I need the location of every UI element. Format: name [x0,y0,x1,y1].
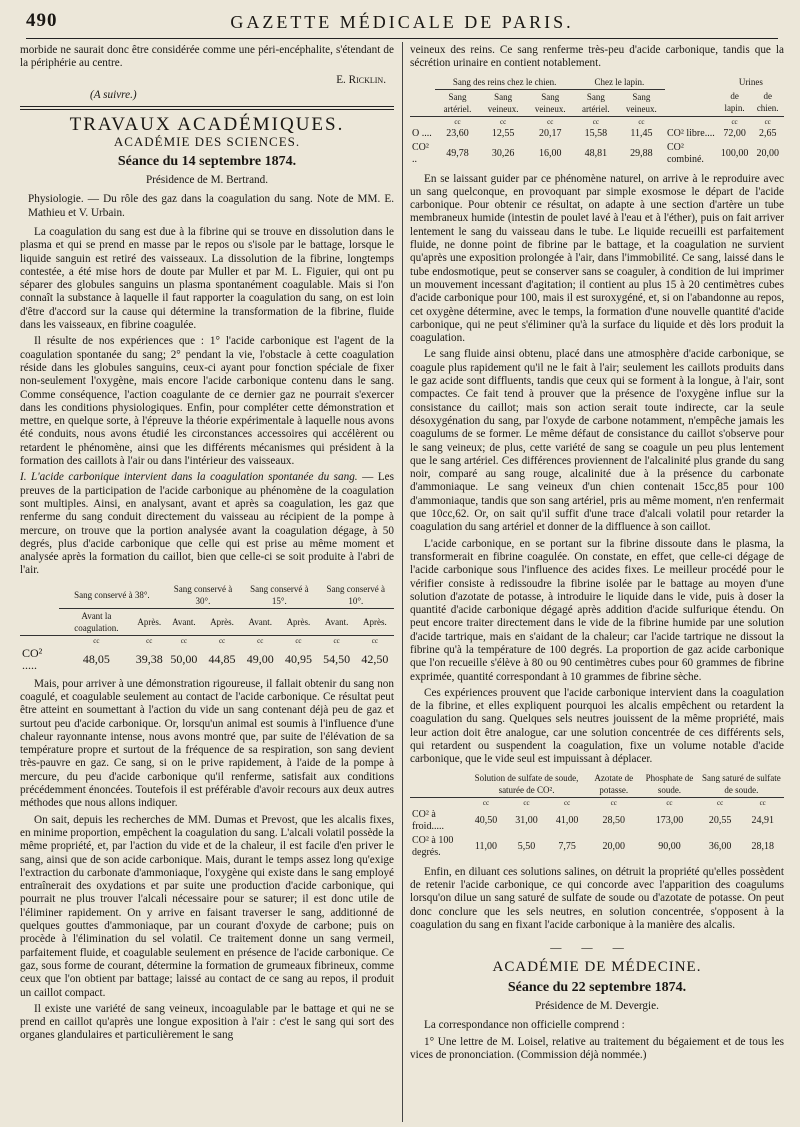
unit-cell: cc [454,117,461,126]
session-heading: Séance du 22 septembre 1874. [507,979,687,995]
row-label: CO² à 100 degrés. [412,834,454,858]
table-subheader: Après. [137,616,162,627]
gas-table-3 [410,771,784,860]
unit-cell: cc [500,117,507,126]
unit-cell: cc [333,636,340,645]
unit-cell: cc [638,117,645,126]
table-cell: 30,26 [491,147,515,159]
table-subheader: de chien. [756,91,779,114]
unit-cell: cc [93,636,100,645]
unit-cell: cc [295,636,302,645]
paragraph: En se laissant guider par ce phénomène naturel, on arrive à le reproduire avec un sang quelconque, en provoquant par simple exosmose le départ de l'acide carbonique. Pour obtenir ce résultat, on adapte à une section d'artère un tube membraneux humide (intestin de poulet lavé à l'eau et à l'éther), puis on fait arriver lentement le sang du vaisseau dans le tube. Le liquide recueilli est parfaitement fluide, ne donne point de fibrine par le battage, et la coagulation ne survient qu'après une exposition prolongée à l'air, dans l'immobilité. Ce sang, laissé dans le tube endosmotique, peut se conserver sans se coaguler, à condition de lui imprimer un mouvement incessant d'agitation; il contient au plus 15 à 20 centimètres cubes d'acide carbonique pour 100, mais il est suroxygéné, et, si on l'abandonne au repos, cet oxygène détermine, avec le temps, la formation d'une nouvelle quantité d'acide carbonique, qui ne peut s'éliminer qu'à la surface du liquide et dès lors produit la coagulation. [410,172,784,345]
table-subheader: Avant. [172,616,196,627]
table-cell: 28,50 [602,814,625,826]
paragraph: veineux des reins. Ce sang renferme très-peu d'acide carbonique, tandis que la sécrétion urinaire en contient notablement. [410,44,784,70]
table-cell: 42,50 [361,651,389,666]
table-cell: 20,00 [602,840,625,852]
table-cell: 72,00 [723,127,746,139]
table-cell: 23,60 [446,127,469,139]
paragraph: Il résulte de nos expériences que : 1° l'acide carbonique est l'agent de la coagulation spontanée du sang; 2° pendant la vie, l'obstacle à cette coagulation réside dans les globules sanguins, ceux-ci ayant pour fonction spéciale de fixer non-seulement l'oxygène, mais encore l'acide carbonique contenu dans le sang. Comme conséquence, l'action coagulante de ce dernier gaz ne pourrait s'exercer dans les conditions physiologiques. Enfin, pour compléter cette démonstration et mettre, en quelque sorte, à l'épreuve la théorie expérimentale à laquelle nous avons été conduits, nous avons étudié les circonstances accessoires qui accélèrent ou retardent le phénomène, ainsi que les différents mécanismes qui président à la formation des caillots à l'air ou dans l'intérieur des vaisseaux. [20,335,394,468]
row-label: CO² ..... [22,645,43,672]
academy-heading: ACADÉMIE DES SCIENCES. [113,134,301,150]
table-cell: 20,55 [708,814,732,826]
author-signature: E. Ricklin. [336,73,386,86]
intro-paragraph: morbide ne saurait donc être considérée comme une péri-encéphalite, s'étendant de la périphérie au centre. [20,44,394,70]
academy-heading: ACADÉMIE DE MÉDECINE. [492,959,702,976]
table-subheader: Sang veineux. [626,91,657,114]
table-group-header: Azotate de potasse. [594,772,634,795]
unit-cell: cc [257,636,264,645]
table-group-header: Solution de sulfate de soude, saturée de CO². [466,771,588,798]
paragraph: Il existe une variété de sang veineux, incoagulable par le battage et qui ne se prend en caillot qu'après une longue exposition à l'air : c'est le sang qui sort des organes glandulaires et particulièrement le sang [20,1002,394,1042]
table-subheader: Après. [210,616,234,627]
table-cell: 12,55 [491,127,515,139]
table-cell: 173,00 [655,814,684,826]
table-cell: 44,85 [208,651,236,666]
paragraph [20,471,394,577]
table-cell: 16,00 [538,147,562,159]
gas-label: CO² libre.... [666,127,715,139]
table-cell: 48,81 [584,147,608,159]
page-header [26,10,778,40]
unit-cell: cc [482,798,490,807]
section-double-rule [20,106,394,110]
table-group-header: Sang conservé à 15°. [241,582,317,609]
gas-table-2 [410,75,784,167]
table-cell: 50,00 [170,651,198,666]
table-group-header: Chez le lapin. [574,75,665,90]
unit-cell: cc [610,798,617,807]
to-be-continued: (A suivre.) [90,88,137,101]
paragraph: La coagulation du sang est due à la fibrine qui se trouve en dissolution dans le plasma et qui se prend en masse par le repos ou s'isole par le battage, lorsque le liquide sanguin est retiré des vaisseaux. La dissolution de la fibrine, longtemps contestée, a été mise hors de doute par Muller et par M. L. Figuier, qui ont pu séparer des globules sanguins un plasma spontanément coagulable. Mais si l'on connaît la substance à laquelle il faut rapporter la coagulation du sang, on est loin d'être d'accord sur la cause qui détermine la transformation de la fibrine, fluide dans les vaisseaux, en fibrine coagulée. [20,225,394,332]
left-column [20,44,394,1114]
unit-cell: cc [716,798,724,807]
table-subheader: Avant. [248,616,273,627]
table-group-header: Sang conservé à 30°. [165,582,241,609]
table-group-header: Sang conservé à 38°. [59,582,165,609]
table-group-header: Sang conservé à 10°. [318,582,394,609]
table-cell: 20,17 [538,127,562,139]
table-cell: 20,00 [756,147,779,159]
unit-cell: cc [764,117,771,126]
unit-cell: cc [218,636,226,645]
table-cell: 54,50 [323,651,351,666]
journal-title: GAZETTE MÉDICALE DE PARIS. [230,12,574,32]
table-cell: 31,00 [515,814,538,826]
row-label: CO² à froid..... [412,808,444,832]
rubric-heading: TRAVAUX ACADÉMIQUES. [69,114,345,136]
table-subheader: Avant. [324,616,349,627]
table-group-header: Urines [738,76,763,87]
table-subheader: Sang artériel. [581,91,610,114]
section-title: Physiologie. — Du rôle des gaz dans la coagulation du sang. Note de MM. E. Mathieu et V. Urbain. [28,193,394,219]
paragraph-text: — Les preuves de la participation de l'acide carbonique au phénomène de la coagulation sont multiples. Ainsi, en analysant, avant et après sa coagulation, les gaz que renferme du sang conduit directement du vaisseau au récipient de la pompe à mercure, on trouve que la portion analysée avant la coagulation dégage, à 50 degrés, plus d'acide carbonique que celle qui est prise au même moment et analysée après la formation du caillot, bien que celle-ci se soit produite à l'abri de l'air. [20,471,394,577]
table-subheader: Après. [362,616,387,627]
table-cell: 48,05 [82,651,110,666]
paragraph: Ces expériences prouvent que l'acide carbonique intervient dans la coagulation de la fibrine, et elles expliquent pourquoi les alcalis empêchent ou retardent la coagulation du sang. Quelques sels neutres jouissent de la même propriété, mais leur action doit être analogue, car une solution concentrée de ces différents sels, qui retardent ou suspendent la coagulation, fixe un volume notable d'acide carbonique, que le vide seul est impuissant à déplacer. [410,686,784,766]
paragraph: L'acide carbonique, en se portant sur la fibrine dissoute dans le plasma, la transformerait en fibrine coagulée. On constate, en effet, que celle-ci dégage de l'acide carbonique sous l'influence des acides fixes. Le meilleur procédé pour le vérifier consiste à redissoudre la fibrine isolée par le battage au moyen d'une solution d'azotate de potasse, à introduire le liquide dans le vide, puis à doser la quantité d'acide carbonique dégagé après addition d'acide sulfurique étendu. On peut encore traiter directement dans le vide de la fibrine humide par une solution d'acide tartrique, mais en s'aidant de la chaleur; car l'acide tartrique ne dissout la fibrine qu'à la température de 100 degrés. La proportion de gaz acide carbonique que l'on recueille s'élève à 80 ou 90 centimètres cubes pour 60 grammes de fibrine exprimée, quantité correspondant à 10 grammes de fibrine sèche. [410,537,784,683]
paragraph: 1° Une lettre de M. Loisel, relative au traitement du bégaiement et de tous les vices de prononciation. (Commission déjà nommée.) [410,1035,784,1061]
paragraph: Mais, pour arriver à une démonstration rigoureuse, il fallait obtenir du sang non coagulé, et coagulable seulement au contact de l'acide carbonique. Ce résultat peut être atteint en soumettant à l'action du vide un sang contenant déjà peu de gaz et surtout peu d'acide carbonique. Or, lorsqu'un animal est soumis à l'influence d'une chaleur rayonnante intense, nous avons montré que, par suite de l'élévation de sa température propre et surtout de la fréquence de sa respiration, son sang devient très-pauvre en gaz. Ce sang, si on le prive rapidement, à l'aide de la pompe à mercure, du peu d'acide carbonique qu'il renferme, satisfait aux conditions précédemment énoncées. Toutefois il est préférable d'avoir recours aux deux autres méthodes que nous allons indiquer. [20,677,394,810]
unit-cell: cc [180,636,187,645]
italic-lead: I. L'acide carbonique intervient dans la coagulation spontanée du sang. [20,471,358,484]
unit-cell: cc [666,798,673,807]
right-column [410,44,784,1114]
table-cell: 36,00 [708,840,732,852]
table-cell: 40,95 [284,651,312,666]
row-label: CO² .. [412,141,429,165]
paragraph: On sait, depuis les recherches de MM. Dumas et Prevost, que les alcalis fixes, en minime proportion, empêchent la coagulation du sang. L'alcali volatil possède la même propriété, et, par l'action du vide et de la chaleur, il est facile d'en priver le sang, ainsi que de son acide carbonique. Mais, durant le temps assez long qu'exige l'extraction du carbonate d'ammoniaque, l'oxygène qui existe dans le sang employé entraînerait des oxydations et par suite une production d'acide carbonique, qui pourrait ne plus trouver l'alcali nécessaire pour se saturer; il est donc utile de l'éliminer rapidement. On y arrive en faisant traverser le sang, additionné de quelques gouttes d'ammoniaque, par un courant d'oxyde de carbone; puis on procède à l'élimination du sel volatil. Ce traitement donne un sang vermeil, parfaitement fluide, et coagulable seulement en présence de l'acide carbonique. Ce gaz, sous forme de courant, détermine la formation de grumeaux fibrineux, comme ceux que l'on obtient par battage; laissé au contact de ce sang au repos, il produit un caillot compact. [20,813,394,999]
table-cell: 100,00 [720,147,749,159]
table-cell: 15,58 [584,127,608,139]
table-cell: 7,75 [558,840,576,852]
table-group-header: Phosphate de soude. [645,772,694,795]
gas-label: CO² combiné. [666,141,704,165]
table-cell: 28,18 [751,840,774,852]
header-rule [26,38,778,39]
unit-cell: cc [547,117,554,126]
table-cell: 41,00 [555,814,579,826]
table-subheader: de lapin. [724,91,745,114]
table-cell: 49,78 [446,147,469,159]
table-cell: 40,50 [474,814,498,826]
unit-cell: cc [563,798,571,807]
gas-table-1 [20,582,394,672]
presidence-line: Présidence de M. Devergie. [535,1000,659,1013]
table-cell: 49,00 [246,651,274,666]
unit-cell: cc [592,117,599,126]
unit-cell: cc [759,798,766,807]
table-subheader: Sang veineux. [534,91,566,114]
page-number: 490 [26,10,58,31]
table-group-header: Sang saturé de sulfate de soude. [699,771,784,798]
row-label: O .... [412,127,432,139]
table-cell: 11,45 [630,127,653,139]
unit-cell: cc [146,636,153,645]
session-heading: Séance du 14 septembre 1874. [117,153,297,169]
column-separator [402,42,403,1122]
presidence-line: Présidence de M. Bertrand. [145,174,269,187]
unit-cell: cc [731,117,738,126]
paragraph: Le sang fluide ainsi obtenu, placé dans une atmosphère d'acide carbonique, se coagule plus rapidement qu'il ne le fait à l'air; seulement les caillots produits dans le gaz acide sont diffluents, tandis que ceux qui se forment à la longue, à l'air, sont compactes. Ce fait tend à prouver que la présence de l'oxygène influe sur la consistance du caillot; mais son action serait toute indirecte, car la seule désoxygénation du sang, par l'oxyde de carbone notamment, n'empêche jamais les coagulums de se former. Le même défaut de consistance du caillot s'observe pour le sang veineux; de plus, cette variété de sang se coagule un peu plus lentement que le sang artériel. Ces différences proviennent de l'alcalinité plus grande du sang noir, comparé au sang rouge, alcalinité due à la présence du carbonate d'ammoniaque. Le sang veineux d'un chien contenait 15cc,85 pour 100 d'ammoniaque, tandis que son sang artériel, pris au même moment, n'en renfermait que 10cc,62. Or, on sait qu'il suffit d'une trace d'alcali volatil pour retarder la coagulation du sang artériel et donner de la diffluence à son caillot. [410,348,784,534]
table-subheader: Sang veineux. [487,91,519,114]
table-subheader: Sang artériel. [443,91,472,114]
table-cell: 5,50 [517,840,536,852]
table-cell: 24,91 [751,814,774,826]
unit-cell: cc [523,798,530,807]
table-group-header: Sang des reins chez le chien. [435,75,573,90]
paragraph: Enfin, en diluant ces solutions salines, on détruit la propriété qu'elles possèdent de retenir l'acide carbonique, ce qui concorde avec l'apparition des coagulums lorsqu'on dilue un sang saturé de sulfate de soude ou d'azotate de potasse. On peut donc conclure que les sels neutres, en solution concentrée, s'opposent à la coagulation du sang en fixant l'acide carbonique à la manière des alcalis. [410,865,784,931]
table-cell: 2,65 [758,127,777,139]
table-cell: 39,38 [135,651,163,666]
paragraph: La correspondance non officielle comprend : [424,1019,625,1032]
table-subheader: Après. [286,616,311,627]
unit-cell: cc [371,636,378,645]
section-separator: ——— [550,942,644,955]
table-subheader: Avant la coagulation. [74,610,119,633]
table-cell: 90,00 [658,840,681,852]
table-cell: 29,88 [630,147,653,159]
table-cell: 11,00 [474,840,498,852]
